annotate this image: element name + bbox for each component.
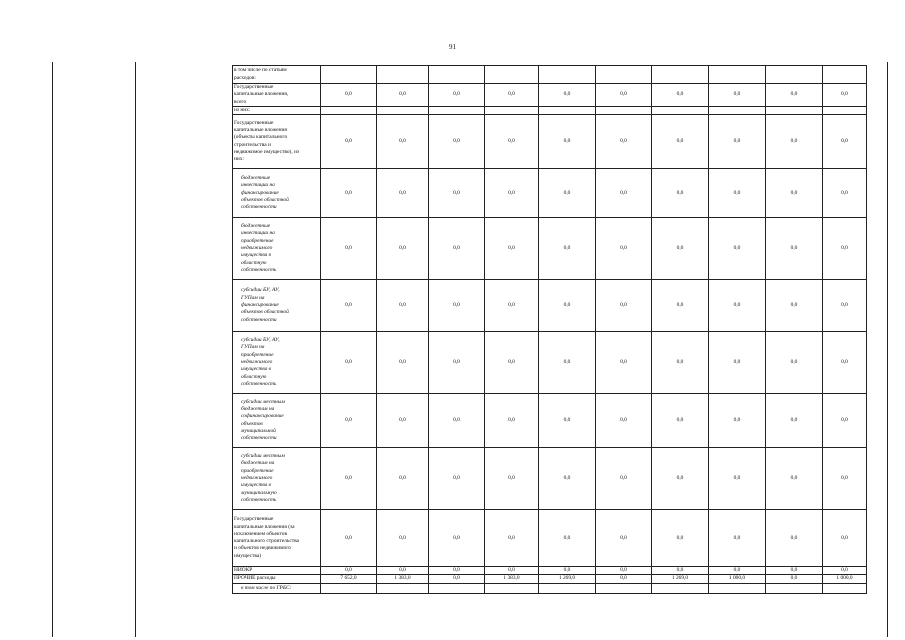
row-label-line: Государственные: [234, 516, 274, 523]
table-cell: 0,0: [539, 169, 596, 218]
table-cell: 0,0: [652, 448, 709, 510]
table-cell: 0,0: [766, 332, 823, 394]
row-label: [233, 115, 321, 169]
table-cell: 0,0: [321, 280, 377, 332]
table-cell: [485, 106, 539, 114]
table-cell: 0,0: [766, 115, 823, 169]
table-cell: 0,0: [652, 332, 709, 394]
table-cell: 0,0: [652, 169, 709, 218]
row-label: [233, 218, 321, 280]
row-label-line: собственность: [241, 496, 277, 503]
table-row: [233, 280, 867, 332]
row-label: [233, 66, 321, 84]
row-label-line: капитальные вложения: [234, 127, 287, 134]
row-label-line: финансирование: [241, 302, 279, 309]
table-row: [233, 583, 867, 593]
table-cell: 0,0: [823, 567, 867, 575]
table-cell: [709, 66, 766, 84]
table-cell: [539, 106, 596, 114]
row-label-line: недвижимое имущество), из: [234, 148, 300, 155]
table-row: [233, 394, 867, 448]
row-label-line: инвестиции на: [241, 182, 275, 189]
table-cell: 0,0: [539, 332, 596, 394]
table-cell: 0,0: [321, 115, 377, 169]
table-cell: 1 000,0: [823, 575, 867, 583]
table-cell: [429, 583, 485, 593]
table-cell: 0,0: [652, 394, 709, 448]
table-row: [233, 169, 867, 218]
table-cell: 0,0: [321, 510, 377, 567]
table-row: [233, 510, 867, 567]
table-cell: [823, 66, 867, 84]
table-cell: 0,0: [321, 332, 377, 394]
row-label-line: в том числе по статьям: [234, 67, 287, 74]
table-cell: 0,0: [429, 169, 485, 218]
table-cell: 0,0: [652, 115, 709, 169]
row-label-line: субсидии БУ, АУ,: [241, 287, 280, 294]
table-cell: 0,0: [823, 394, 867, 448]
row-label-line: имущества в: [241, 366, 272, 373]
row-label-line: собственности: [241, 435, 277, 442]
table-cell: 0,0: [539, 394, 596, 448]
table-cell: 0,0: [485, 115, 539, 169]
table-cell: 0,0: [596, 575, 652, 583]
table-cell: 0,0: [652, 218, 709, 280]
table-cell: 1 000,0: [709, 575, 766, 583]
table-row: [233, 218, 867, 280]
table-row: [233, 448, 867, 510]
row-label-line: ГУПам на: [241, 344, 265, 351]
table-cell: [539, 583, 596, 593]
table-cell: 0,0: [596, 332, 652, 394]
row-label-line: бюджетные: [241, 223, 271, 230]
table-row: [233, 106, 867, 114]
table-cell: 0,0: [709, 280, 766, 332]
inner-border-line: [135, 62, 136, 637]
table-cell: [823, 583, 867, 593]
table-cell: 0,0: [485, 332, 539, 394]
table-cell: [709, 106, 766, 114]
row-label-line: бюджетные: [241, 174, 271, 181]
table-cell: 0,0: [823, 115, 867, 169]
row-label-line: Государственные: [234, 84, 274, 90]
row-label-line: Государственные: [234, 119, 274, 126]
table-cell: 0,0: [766, 510, 823, 567]
table-cell: [823, 106, 867, 114]
table-cell: 0,0: [766, 575, 823, 583]
row-label: [233, 280, 321, 332]
page-number: 91: [449, 43, 456, 51]
row-label-line: приобретение: [241, 467, 274, 474]
table-cell: 1 269,0: [539, 575, 596, 583]
table-cell: 0,0: [596, 84, 652, 107]
row-label: [233, 394, 321, 448]
table-cell: 0,0: [429, 575, 485, 583]
table-cell: 0,0: [766, 448, 823, 510]
table-cell: 0,0: [321, 84, 377, 107]
table-cell: 0,0: [596, 394, 652, 448]
table-cell: 0,0: [766, 169, 823, 218]
budget-table-body: [233, 66, 867, 594]
row-label: [233, 169, 321, 218]
row-label-line: имущества): [234, 552, 262, 559]
table-cell: [377, 583, 429, 593]
table-cell: [321, 66, 377, 84]
table-cell: 0,0: [485, 280, 539, 332]
table-cell: 0,0: [377, 218, 429, 280]
table-row: [233, 115, 867, 169]
table-cell: 0,0: [596, 510, 652, 567]
table-cell: 0,0: [652, 510, 709, 567]
table-cell: 0,0: [709, 510, 766, 567]
table-cell: [596, 66, 652, 84]
table-cell: 0,0: [652, 280, 709, 332]
table-cell: 0,0: [539, 84, 596, 107]
table-cell: 0,0: [709, 448, 766, 510]
row-label-line: исключением объектов: [234, 530, 287, 537]
table-cell: 0,0: [485, 448, 539, 510]
row-label-line: муниципальную: [241, 489, 277, 496]
table-cell: 0,0: [429, 567, 485, 575]
row-label-line: ГУПам на: [241, 294, 265, 301]
table-cell: 0,0: [485, 394, 539, 448]
row-label-line: имущества в: [241, 482, 272, 489]
row-label-line: объектов: [241, 420, 263, 427]
table-cell: 0,0: [823, 510, 867, 567]
table-cell: [652, 66, 709, 84]
table-cell: [766, 583, 823, 593]
table-cell: 0,0: [539, 115, 596, 169]
table-row: [233, 84, 867, 107]
row-label-line: инвестиции на: [241, 230, 275, 237]
table-cell: [596, 583, 652, 593]
table-cell: [766, 66, 823, 84]
table-cell: 0,0: [429, 510, 485, 567]
table-row: [233, 332, 867, 394]
table-cell: 7 652,0: [321, 575, 377, 583]
table-cell: 0,0: [709, 218, 766, 280]
table-cell: [321, 106, 377, 114]
row-label-line: них:: [234, 156, 244, 163]
table-cell: [652, 583, 709, 593]
row-label-line: областную: [241, 259, 267, 266]
table-cell: 0,0: [766, 280, 823, 332]
row-label-line: расходов:: [234, 74, 256, 81]
row-label-line: бюджетам на: [241, 460, 275, 467]
row-label-line: строительства и: [234, 141, 271, 148]
table-cell: 0,0: [652, 84, 709, 107]
row-label-line: капитального строительства: [234, 538, 299, 545]
table-cell: 0,0: [766, 567, 823, 575]
table-cell: 0,0: [377, 394, 429, 448]
table-cell: 0,0: [709, 332, 766, 394]
row-label: [233, 583, 321, 593]
row-label-line: из них:: [234, 106, 251, 113]
table-cell: 0,0: [823, 218, 867, 280]
table-cell: 0,0: [709, 115, 766, 169]
table-cell: 0,0: [766, 218, 823, 280]
row-label-line: бюджетам на: [241, 406, 275, 413]
table-cell: [429, 106, 485, 114]
table-cell: 0,0: [596, 218, 652, 280]
right-border-line: [887, 62, 888, 637]
row-label-line: капитальные вложения (за: [234, 523, 295, 530]
table-cell: 0,0: [429, 332, 485, 394]
table-cell: [429, 66, 485, 84]
table-cell: 0,0: [429, 394, 485, 448]
table-cell: 0,0: [539, 510, 596, 567]
table-cell: 0,0: [429, 218, 485, 280]
row-label-line: НИОКР: [234, 567, 253, 574]
row-label-line: объектов областной: [241, 196, 289, 203]
row-label-line: собственность: [241, 266, 277, 273]
table-cell: 0,0: [823, 169, 867, 218]
table-cell: 0,0: [377, 448, 429, 510]
row-label-line: (объекты капитального: [234, 134, 288, 141]
table-cell: 0,0: [485, 567, 539, 575]
table-cell: 0,0: [321, 567, 377, 575]
row-label-line: муниципальной: [241, 427, 276, 434]
table-cell: 0,0: [321, 394, 377, 448]
table-cell: 0,0: [377, 84, 429, 107]
table-cell: [485, 583, 539, 593]
table-cell: 0,0: [823, 280, 867, 332]
table-cell: 1 269,0: [652, 575, 709, 583]
table-row: [233, 575, 867, 583]
row-label-line: приобретение: [241, 351, 274, 358]
row-label-line: и объектов недвижимого: [234, 545, 292, 552]
row-label-line: субсидии местным: [241, 453, 285, 460]
table-cell: 0,0: [596, 448, 652, 510]
table-cell: 0,0: [321, 169, 377, 218]
table-cell: 0,0: [823, 332, 867, 394]
row-label-line: ПРОЧИЕ расходы: [234, 575, 276, 582]
table-row: [233, 66, 867, 84]
table-cell: 0,0: [596, 169, 652, 218]
table-cell: 0,0: [485, 510, 539, 567]
table-cell: 1 383,0: [377, 575, 429, 583]
table-cell: 0,0: [766, 84, 823, 107]
table-cell: [321, 583, 377, 593]
table-cell: 0,0: [823, 84, 867, 107]
row-label: [233, 448, 321, 510]
row-label-line: собственности: [241, 316, 277, 323]
table-cell: 0,0: [539, 218, 596, 280]
row-label: [233, 510, 321, 567]
table-cell: 0,0: [709, 394, 766, 448]
budget-table: [232, 65, 867, 594]
table-cell: 0,0: [377, 510, 429, 567]
table-cell: 0,0: [485, 84, 539, 107]
row-label-line: приобретение: [241, 237, 274, 244]
table-cell: 0,0: [709, 169, 766, 218]
table-cell: 0,0: [766, 394, 823, 448]
table-cell: [709, 583, 766, 593]
table-cell: 0,0: [485, 218, 539, 280]
row-label-line: собственности: [241, 204, 277, 211]
row-label-line: областную: [241, 373, 267, 380]
table-cell: 0,0: [596, 567, 652, 575]
table-cell: 0,0: [321, 218, 377, 280]
row-label-line: недвижимого: [241, 475, 273, 482]
table-cell: 0,0: [539, 280, 596, 332]
table-cell: 0,0: [377, 280, 429, 332]
table-cell: 0,0: [709, 567, 766, 575]
row-label: [233, 567, 321, 575]
row-label-line: субсидии местным: [241, 398, 285, 405]
table-cell: 0,0: [652, 567, 709, 575]
row-label-line: капитальные вложения,: [234, 91, 289, 98]
table-cell: 0,0: [709, 84, 766, 107]
row-label-line: собственность: [241, 380, 277, 387]
row-label: [233, 84, 321, 107]
table-cell: 0,0: [429, 84, 485, 107]
table-cell: 0,0: [377, 115, 429, 169]
row-label: [233, 332, 321, 394]
table-cell: 0,0: [823, 448, 867, 510]
row-label: [233, 575, 321, 583]
row-label-line: объектов областной: [241, 309, 289, 316]
table-cell: [539, 66, 596, 84]
table-cell: [766, 106, 823, 114]
table-cell: [596, 106, 652, 114]
table-cell: 0,0: [429, 280, 485, 332]
row-label-line: софинансирование: [241, 413, 284, 420]
table-cell: 0,0: [596, 280, 652, 332]
row-label-line: всего: [234, 98, 247, 105]
row-label-line: субсидии БУ, АУ,: [241, 337, 280, 344]
row-label-line: недвижимого: [241, 245, 273, 252]
table-cell: 1 383,0: [485, 575, 539, 583]
table-row: [233, 567, 867, 575]
row-label-line: в том числе по ГРБС:: [241, 584, 292, 591]
row-label-line: финансирование: [241, 189, 279, 196]
table-cell: [377, 106, 429, 114]
row-label-line: недвижимого: [241, 359, 273, 366]
table-cell: 0,0: [539, 567, 596, 575]
table-cell: [652, 106, 709, 114]
table-cell: 0,0: [485, 169, 539, 218]
table-cell: [377, 66, 429, 84]
table-cell: 0,0: [377, 169, 429, 218]
table-cell: 0,0: [596, 115, 652, 169]
left-border-line: [52, 62, 53, 637]
table-cell: [485, 66, 539, 84]
table-cell: 0,0: [321, 448, 377, 510]
table-cell: 0,0: [377, 567, 429, 575]
table-cell: 0,0: [377, 332, 429, 394]
table-cell: 0,0: [429, 448, 485, 510]
table-cell: 0,0: [539, 448, 596, 510]
row-label-line: имущества в: [241, 252, 272, 259]
row-label: [233, 106, 321, 114]
table-cell: 0,0: [429, 115, 485, 169]
